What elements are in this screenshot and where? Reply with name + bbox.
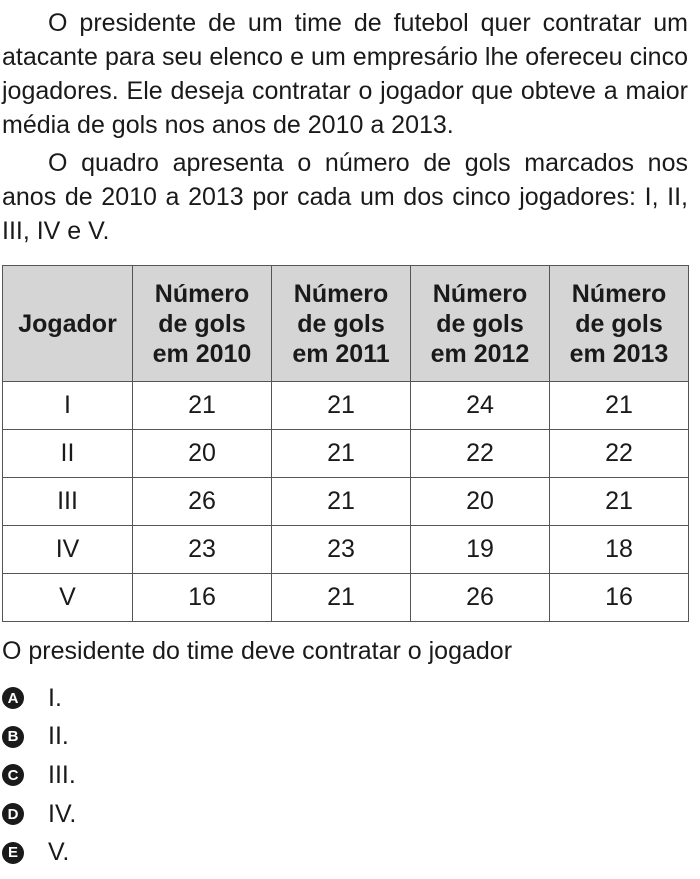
question-stem: O presidente do time deve contratar o jogador [2,637,513,665]
goals-table [2,265,689,622]
cell-2013: 22 [550,430,689,478]
cell-2011: 23 [272,526,411,574]
cell-2011: 21 [272,382,411,430]
cell-player: I [3,382,133,430]
option-d-letter-icon: D [2,803,24,825]
option-a-letter-icon: A [2,687,24,709]
cell-2010: 16 [133,574,272,622]
cell-2011: 21 [272,430,411,478]
answer-options [2,679,76,872]
cell-2011: 21 [272,574,411,622]
cell-2010: 20 [133,430,272,478]
option-b-letter-icon: B [2,726,24,748]
option-e[interactable] [2,833,76,872]
header-2010: Número de gols em 2010 [133,266,272,382]
intro-paragraph: O presidente de um time de futebol quer contratar um atacante para seu elenco e um empresário lhe ofereceu cinco jogadores. Ele deseja contratar o jogador que obteve a maior média de gols nos anos de 2010 a 2013. [2,9,688,139]
cell-2011: 21 [272,478,411,526]
option-a-text: I. [48,683,62,712]
header-2011: Número de gols em 2011 [272,266,411,382]
cell-2012: 19 [411,526,550,574]
table-header-row [3,266,689,382]
cell-2013: 21 [550,478,689,526]
cell-2012: 24 [411,382,550,430]
cell-2010: 23 [133,526,272,574]
cell-2012: 22 [411,430,550,478]
cell-2013: 16 [550,574,689,622]
cell-2012: 20 [411,478,550,526]
table-intro-paragraph: O quadro apresenta o número de gols marcados nos anos de 2010 a 2013 por cada um dos cinco jogadores: I, II, III, IV e V. [2,149,688,245]
table-row [3,382,689,430]
table-row [3,478,689,526]
cell-player: II [3,430,133,478]
option-c[interactable] [2,756,76,795]
cell-player: V [3,574,133,622]
table-row [3,574,689,622]
table-row [3,430,689,478]
cell-player: III [3,478,133,526]
option-c-text: III. [48,760,76,789]
option-b[interactable] [2,718,76,757]
table-row [3,526,689,574]
cell-2013: 21 [550,382,689,430]
header-2012: Número de gols em 2012 [411,266,550,382]
option-d[interactable] [2,795,76,834]
option-a[interactable] [2,679,76,718]
option-e-text: V. [48,838,70,867]
cell-2010: 21 [133,382,272,430]
option-e-letter-icon: E [2,842,24,864]
option-d-text: IV. [48,799,77,828]
cell-2013: 18 [550,526,689,574]
cell-player: IV [3,526,133,574]
cell-2010: 26 [133,478,272,526]
cell-2012: 26 [411,574,550,622]
option-b-text: II. [48,722,69,751]
option-c-letter-icon: C [2,764,24,786]
header-2013: Número de gols em 2013 [550,266,689,382]
header-jogador: Jogador [3,266,133,382]
